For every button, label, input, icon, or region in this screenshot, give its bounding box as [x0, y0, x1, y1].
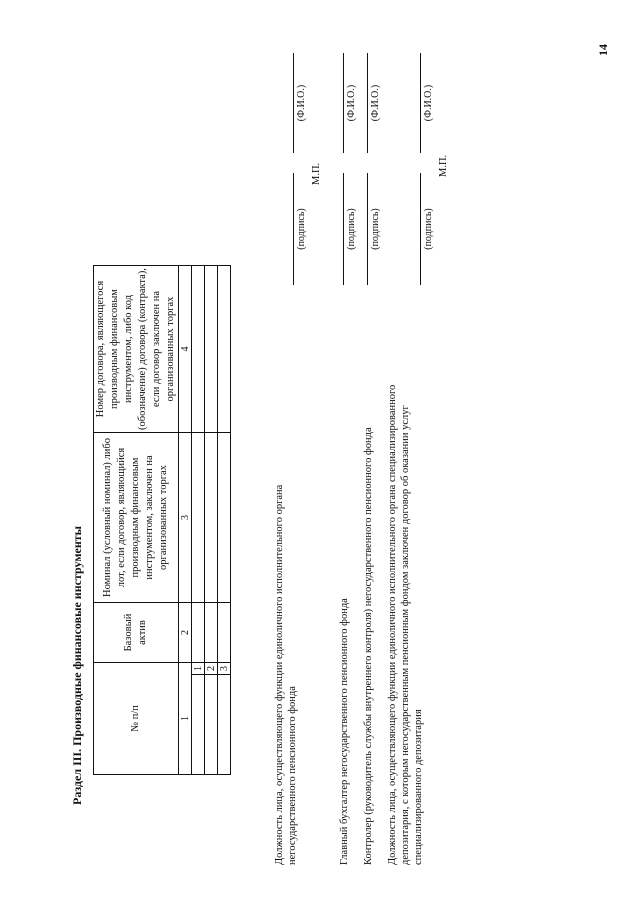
signature-line [343, 173, 344, 285]
signature-label-depository-head: Должность лица, осуществляющего функции единоличного исполнительного органа специализированного депозитария, с которым негосударственным пенсионным фондом заключен договор об оказании услуг специализированного депозитария [387, 384, 424, 865]
column-number: 1 [179, 663, 192, 775]
name-line [343, 53, 344, 153]
table-cell [205, 266, 218, 433]
table-cell [218, 603, 231, 663]
table-row [218, 266, 231, 775]
column-number: 4 [179, 266, 192, 433]
empty-cell [192, 675, 205, 775]
name-caption: (Ф.И.О.) [370, 84, 381, 122]
table-cell [192, 266, 205, 433]
table-cell [205, 433, 218, 603]
signature-label-fund-head: Должность лица, осуществляющего функции единоличного исполнительного органа негосударственного пенсионного фонда [274, 484, 298, 865]
name-caption: (Ф.И.О.) [423, 84, 434, 122]
empty-cell [205, 675, 218, 775]
table-cell [218, 266, 231, 433]
row-number: 2 [205, 663, 218, 675]
name-caption: (Ф.И.О.) [296, 84, 307, 122]
signature-line [367, 173, 368, 285]
signature-label-controller: Контролер (руководитель службы внутреннего контроля) негосударственного пенсионного фонда [363, 427, 374, 865]
header-cell: Базовый актив [94, 603, 179, 663]
stamp-placeholder: М.П. [311, 162, 322, 185]
signature-caption: (подпись) [346, 208, 357, 250]
name-line [293, 53, 294, 153]
signature-line [420, 173, 421, 285]
signature-line [293, 173, 294, 285]
signature-label-chief-accountant: Главный бухгалтер негосударственного пенсионного фонда [339, 598, 350, 865]
name-line [367, 53, 368, 153]
table-cell [218, 433, 231, 603]
name-caption: (Ф.И.О.) [346, 84, 357, 122]
column-numbers-row [179, 266, 192, 775]
page-number: 14 [596, 44, 610, 56]
header-cell: Номер договора, являющегося производным финансовым инструментом, либо код (обозначение) договора (контракта), если договор заключен на организованных торгах [94, 266, 179, 433]
row-number: 3 [218, 663, 231, 675]
signature-caption: (подпись) [296, 208, 307, 250]
header-cell: № п/п [94, 663, 179, 775]
derivatives-table [93, 265, 231, 775]
header-cell: Номинал (условный номинал) либо лот, если договор, являющийся производным финансовым инструментом, заключен на организованных торгах [94, 433, 179, 603]
table-row [205, 266, 218, 775]
empty-cell [218, 675, 231, 775]
signature-caption: (подпись) [423, 208, 434, 250]
signature-caption: (подпись) [370, 208, 381, 250]
column-number: 3 [179, 433, 192, 603]
column-number: 2 [179, 603, 192, 663]
stamp-placeholder: М.П. [438, 154, 449, 177]
name-line [420, 53, 421, 153]
table-cell [205, 603, 218, 663]
table-header-row [94, 266, 179, 775]
table-cell [192, 433, 205, 603]
table-cell [192, 603, 205, 663]
table-row [192, 266, 205, 775]
section-title: Раздел III. Производные финансовые инструменты [70, 525, 84, 805]
row-number: 1 [192, 663, 205, 675]
